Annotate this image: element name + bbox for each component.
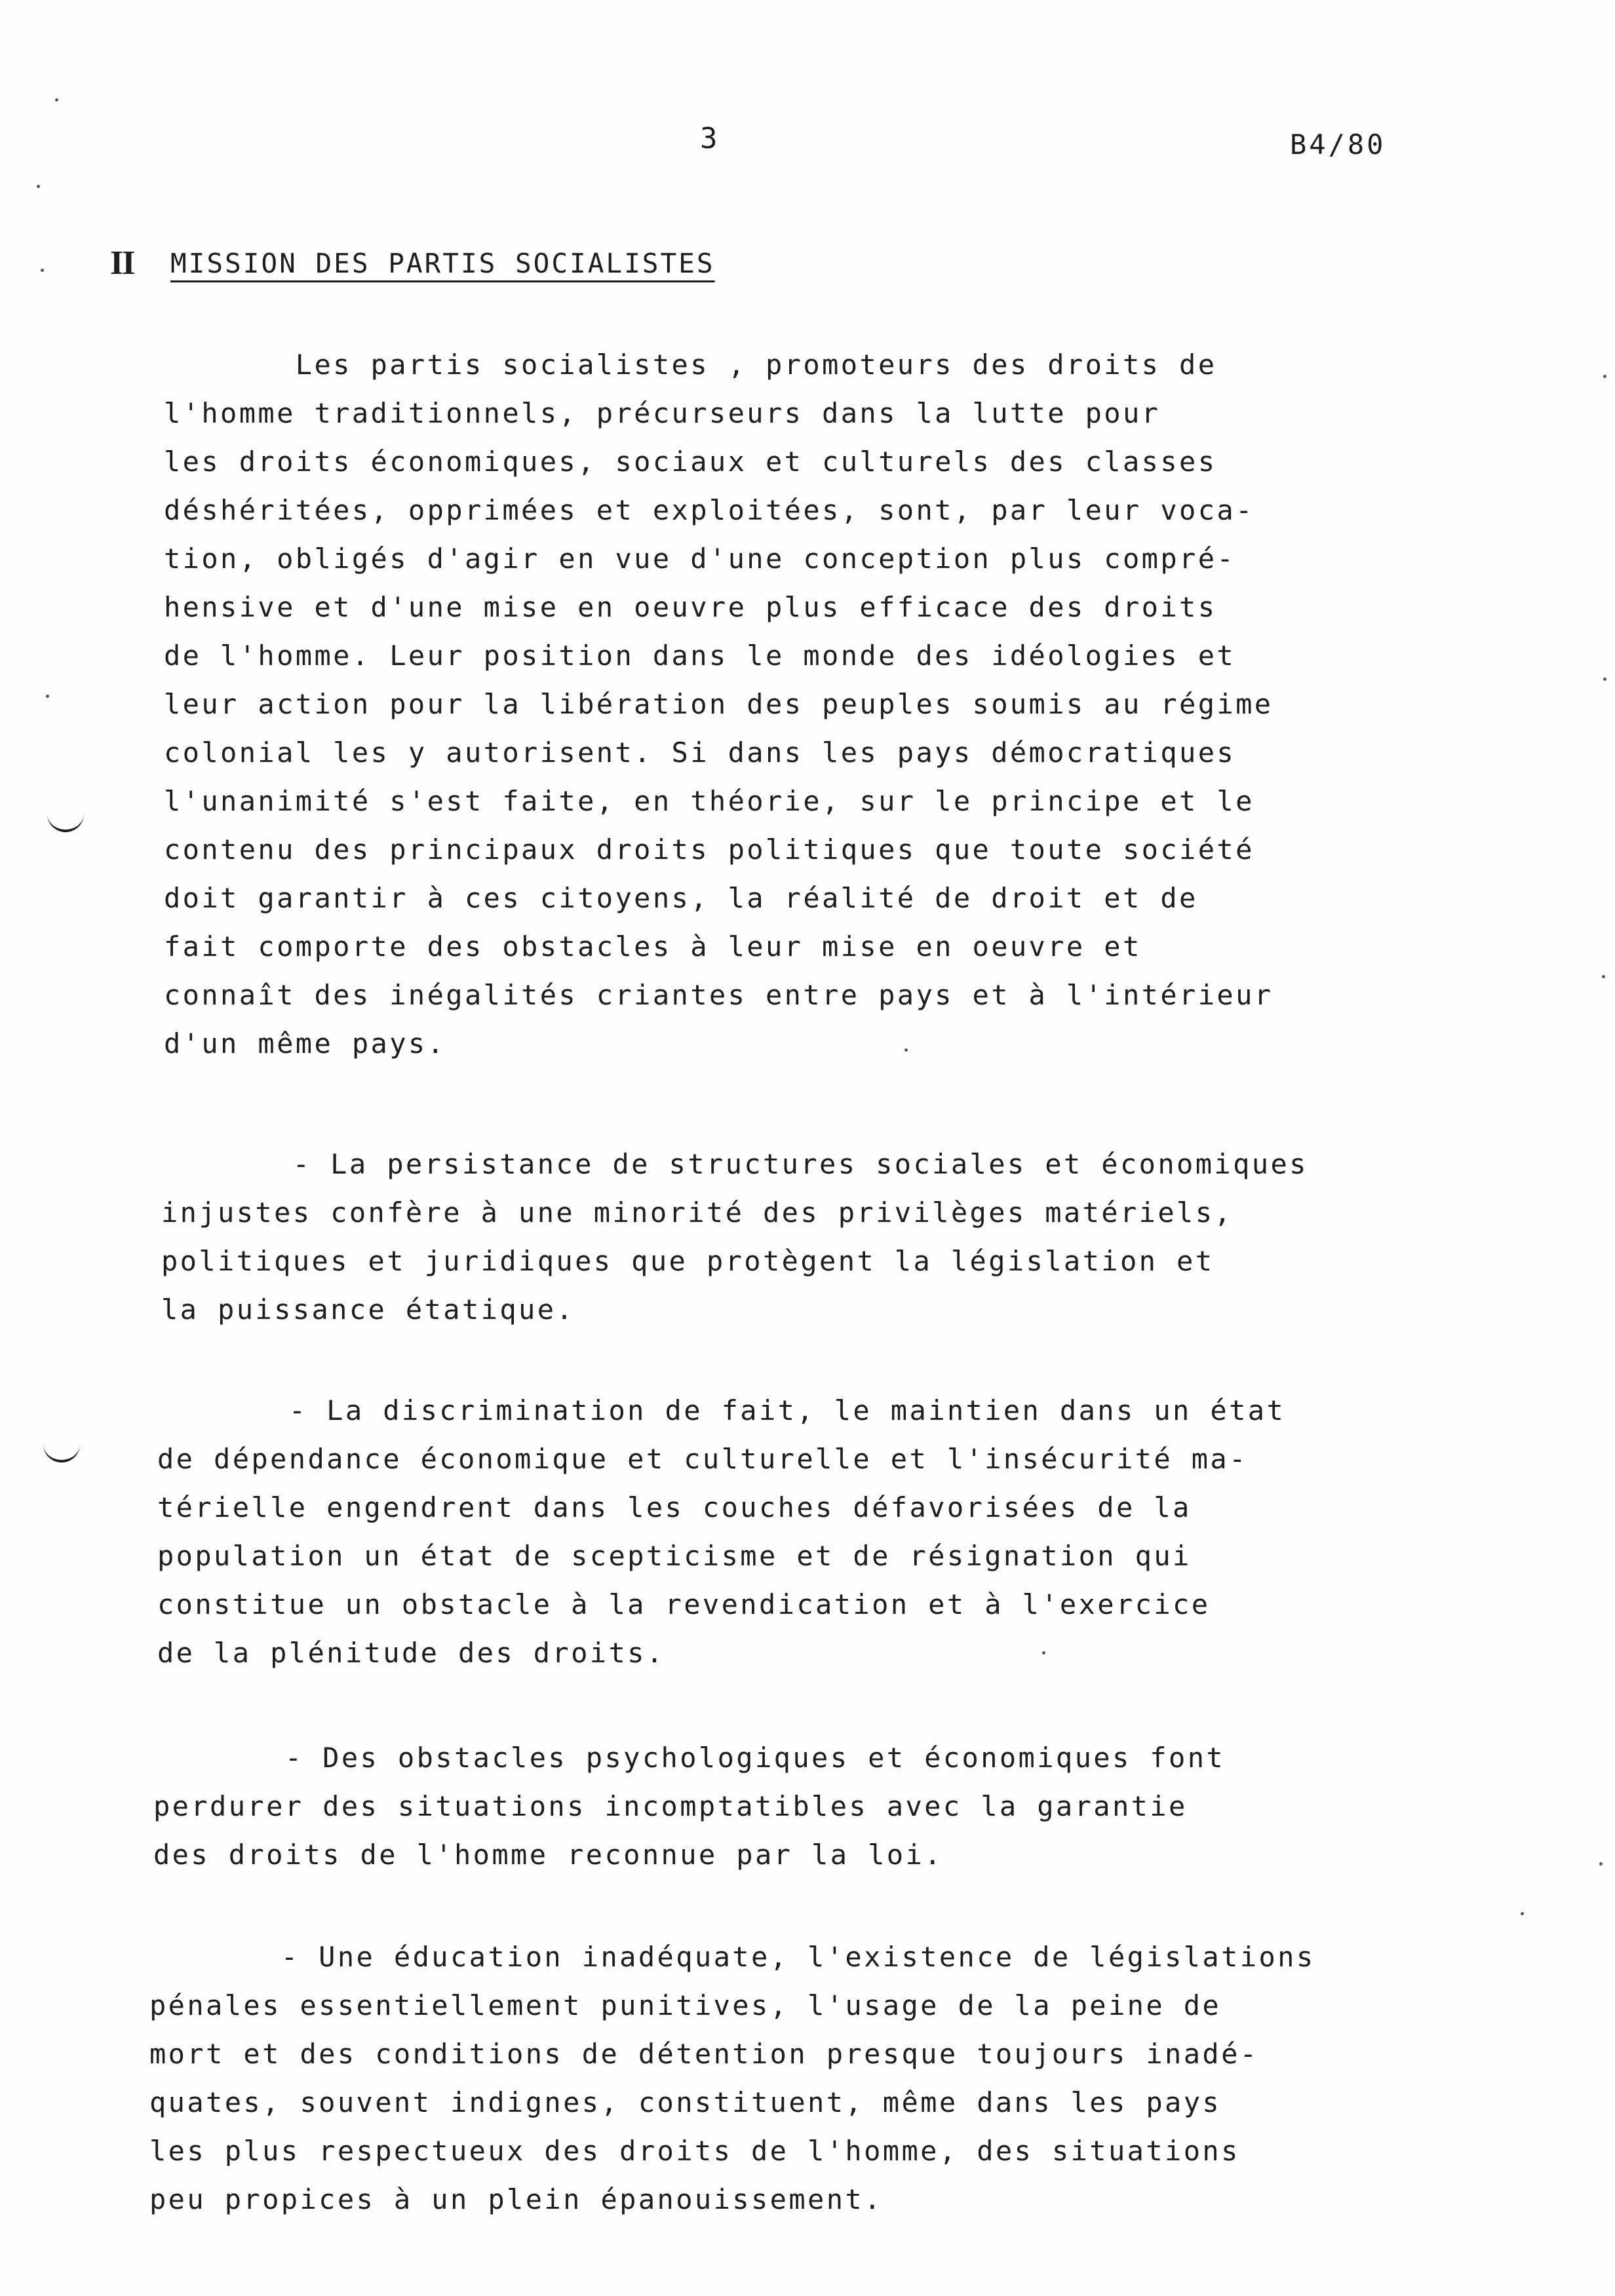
- section-title: MISSION DES PARTIS SOCIALISTES: [170, 248, 715, 279]
- scan-speck: [1602, 975, 1605, 978]
- text-line: population un état de scepticisme et de résignation qui: [157, 1540, 1192, 1572]
- paragraph-education: [149, 1933, 1315, 2224]
- text-line: les plus respectueux des droits de l'homme, des situations: [149, 2135, 1240, 2167]
- scan-speck: [1603, 375, 1606, 378]
- text-line: politiques et juridiques que protègent la législation et: [161, 1245, 1215, 1277]
- text-line: - La persistance de structures sociales et économiques: [161, 1148, 1308, 1180]
- text-line: déshéritées, opprimées et exploitées, sont, par leur voca-: [164, 494, 1255, 526]
- text-line: de l'homme. Leur position dans le monde des idéologies et: [164, 640, 1236, 672]
- text-line: - Une éducation inadéquate, l'existence de législations: [149, 1941, 1315, 1973]
- text-line: constitue un obstacle à la revendication et à l'exercice: [157, 1588, 1211, 1620]
- text-line: les droits économiques, sociaux et culturels des classes: [164, 446, 1217, 478]
- text-line: leur action pour la libération des peuples soumis au régime: [164, 688, 1274, 720]
- text-line: tion, obligés d'agir en vue d'une conception plus compré-: [164, 543, 1236, 575]
- text-line: perdurer des situations incomptatibles avec la garantie: [153, 1790, 1188, 1822]
- text-line: - Des obstacles psychologiques et économiques font: [153, 1742, 1226, 1774]
- text-line: doit garantir à ces citoyens, la réalité de droit et de: [164, 882, 1198, 914]
- paragraph-structures: [161, 1140, 1308, 1334]
- text-line: peu propices à un plein épanouissement.: [149, 2183, 883, 2215]
- scan-speck: [1521, 1912, 1524, 1915]
- text-line: des droits de l'homme reconnue par la loi.: [153, 1839, 943, 1871]
- text-line: - La discrimination de fait, le maintien dans un état: [157, 1394, 1286, 1426]
- scan-speck: [37, 185, 40, 188]
- margin-bracket-mark: [47, 811, 84, 832]
- text-line: fait comporte des obstacles à leur mise en oeuvre et: [164, 930, 1142, 963]
- scan-speck: [905, 1048, 908, 1052]
- scan-speck: [1603, 678, 1606, 681]
- text-line: pénales essentiellement punitives, l'usage de la peine de: [149, 1989, 1222, 2021]
- text-line: colonial les y autorisent. Si dans les pays démocratiques: [164, 737, 1236, 769]
- text-line: contenu des principaux droits politiques que toute société: [164, 833, 1255, 866]
- text-line: de la plénitude des droits.: [157, 1637, 665, 1669]
- scan-speck: [46, 695, 49, 698]
- paragraph-intro: [164, 341, 1273, 1068]
- text-line: térielle engendrent dans les couches défavorisées de la: [157, 1491, 1192, 1523]
- text-line: Les partis socialistes , promoteurs des droits de: [164, 349, 1217, 381]
- scan-speck: [55, 98, 58, 102]
- paragraph-obstacles: [153, 1734, 1225, 1879]
- text-line: de dépendance économique et culturelle et l'insécurité ma-: [157, 1443, 1248, 1475]
- text-line: la puissance étatique.: [161, 1293, 575, 1326]
- scan-speck: [1599, 1862, 1603, 1866]
- text-line: quates, souvent indignes, constituent, même dans les pays: [149, 2086, 1222, 2118]
- margin-bracket-mark: [43, 1442, 80, 1463]
- text-line: l'homme traditionnels, précurseurs dans la lutte pour: [164, 397, 1161, 429]
- scan-speck: [1042, 1651, 1045, 1655]
- scan-speck: [41, 269, 44, 272]
- text-line: mort et des conditions de détention presque toujours inadé-: [149, 2038, 1259, 2070]
- paragraph-discrimination: [157, 1387, 1285, 1677]
- text-line: l'unanimité s'est faite, en théorie, sur le principe et le: [164, 785, 1255, 817]
- text-line: hensive et d'une mise en oeuvre plus efficace des droits: [164, 591, 1217, 623]
- text-line: connaît des inégalités criantes entre pays et à l'intérieur: [164, 979, 1274, 1011]
- page-number: 3: [700, 122, 719, 155]
- document-reference: B4/80: [1290, 128, 1386, 161]
- section-number: II: [110, 244, 134, 282]
- text-line: d'un même pays.: [164, 1027, 446, 1060]
- text-line: injustes confère à une minorité des privilèges matériels,: [161, 1196, 1234, 1229]
